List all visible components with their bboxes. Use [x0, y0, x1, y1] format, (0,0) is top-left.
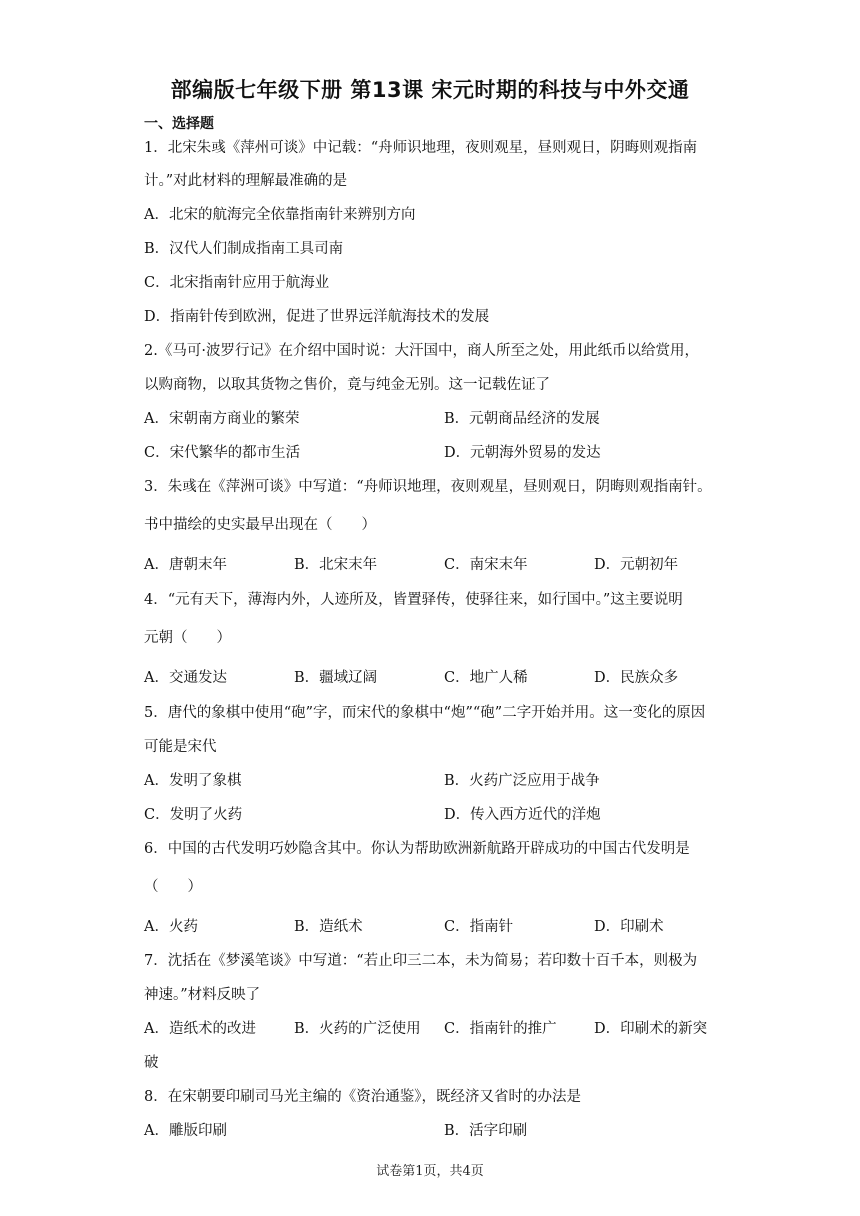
question-4-option-d: D．民族众多	[594, 670, 679, 686]
question-6-stem-line-1: 6．中国的古代发明巧妙隐含其中。你认为帮助欧洲新航路开辟成功的中国古代发明是	[144, 841, 690, 857]
question-5-stem-line-2: 可能是宋代	[144, 739, 217, 755]
question-2-stem-line-1: 2.《马可·波罗行记》在介绍中国时说：大汗国中，商人所至之处，用此纸币以给赏用，	[144, 343, 699, 359]
question-6-stem-line-2: （ ）	[144, 879, 202, 895]
question-3-option-c: C．南宋末年	[444, 557, 528, 573]
question-6-option-a: A．火药	[144, 919, 198, 935]
question-3-option-b: B．北宋末年	[294, 557, 378, 573]
question-2-option-b: B．元朝商品经济的发展	[444, 411, 600, 427]
question-6-option-b: B．造纸术	[294, 919, 363, 935]
question-8-stem-line-1: 8．在宋朝要印刷司马光主编的《资治通鉴》，既经济又省时的办法是	[144, 1089, 581, 1105]
question-1-option-b: B．汉代人们制成指南工具司南	[144, 241, 344, 257]
question-1-stem-line-2: 计。”对此材料的理解最准确的是	[144, 173, 348, 189]
question-5-option-c: C．发明了火药	[144, 807, 243, 823]
question-7-option-b: B．火药的广泛使用	[294, 1021, 421, 1037]
question-4-option-a: A．交通发达	[144, 670, 227, 686]
question-4-stem-line-2: 元朝（ ）	[144, 630, 231, 646]
question-7-stem-line-1: 7．沈括在《梦溪笔谈》中写道：“若止印三二本，未为简易；若印数十百千本，则极为	[144, 953, 698, 969]
question-5-stem-line-1: 5．唐代的象棋中使用“砲”字，而宋代的象棋中“炮”“砲”二字开始并用。这一变化的原因	[144, 705, 706, 721]
question-5-option-a: A．发明了象棋	[144, 773, 242, 789]
question-2-option-d: D．元朝海外贸易的发达	[444, 445, 601, 461]
question-5-option-b: B．火药广泛应用于战争	[444, 773, 600, 789]
question-2-option-c: C．宋代繁华的都市生活	[144, 445, 301, 461]
question-1-option-c: C．北宋指南针应用于航海业	[144, 275, 330, 291]
question-4-option-c: C．地广人稀	[444, 670, 528, 686]
page-footer: 试卷第1页，共4页	[376, 1164, 484, 1179]
question-4-option-b: B．疆域辽阔	[294, 670, 378, 686]
question-8-option-a: A．雕版印刷	[144, 1123, 227, 1139]
question-4-stem-line-1: 4．“元有天下，薄海内外，人迹所及，皆置驿传，使驿往来，如行国中。”这主要说明	[144, 592, 683, 608]
question-5-option-d: D．传入西方近代的洋炮	[444, 807, 601, 823]
question-3-option-d: D．元朝初年	[594, 557, 679, 573]
question-3-option-a: A．唐朝末年	[144, 557, 227, 573]
question-1-stem-line-1: 1．北宋朱彧《萍州可谈》中记载：“舟师识地理，夜则观星，昼则观日，阴晦则观指南	[144, 140, 698, 156]
question-6-option-c: C．指南针	[444, 919, 514, 935]
question-1-option-a: A．北宋的航海完全依靠指南针来辨别方向	[144, 207, 416, 223]
question-2-stem-line-2: 以购商物，以取其货物之售价，竟与纯金无别。这一记载佐证了	[144, 377, 550, 393]
question-3-stem-line-2: 书中描绘的史实最早出现在（ ）	[144, 517, 376, 533]
section-heading: 一、选择题	[144, 116, 214, 132]
question-6-option-d: D．印刷术	[594, 919, 664, 935]
question-2-option-a: A．宋朝南方商业的繁荣	[144, 411, 300, 427]
page-title: 部编版七年级下册 第13课 宋元时期的科技与中外交通	[170, 78, 690, 102]
question-3-stem-line-1: 3．朱彧在《萍洲可谈》中写道：“舟师识地理，夜则观星，昼则观日，阴晦则观指南针。	[144, 479, 712, 495]
question-8-option-b: B．活字印刷	[444, 1123, 528, 1139]
question-7-option-d-wrap: 破	[144, 1055, 159, 1071]
question-1-option-d: D．指南针传到欧洲，促进了世界远洋航海技术的发展	[144, 309, 490, 325]
question-7-stem-line-2: 神速。”材料反映了	[144, 987, 261, 1003]
question-7-option-a: A．造纸术的改进	[144, 1021, 256, 1037]
question-7-option-c: C．指南针的推广	[444, 1021, 557, 1037]
question-7-option-d: D．印刷术的新突	[594, 1021, 708, 1037]
